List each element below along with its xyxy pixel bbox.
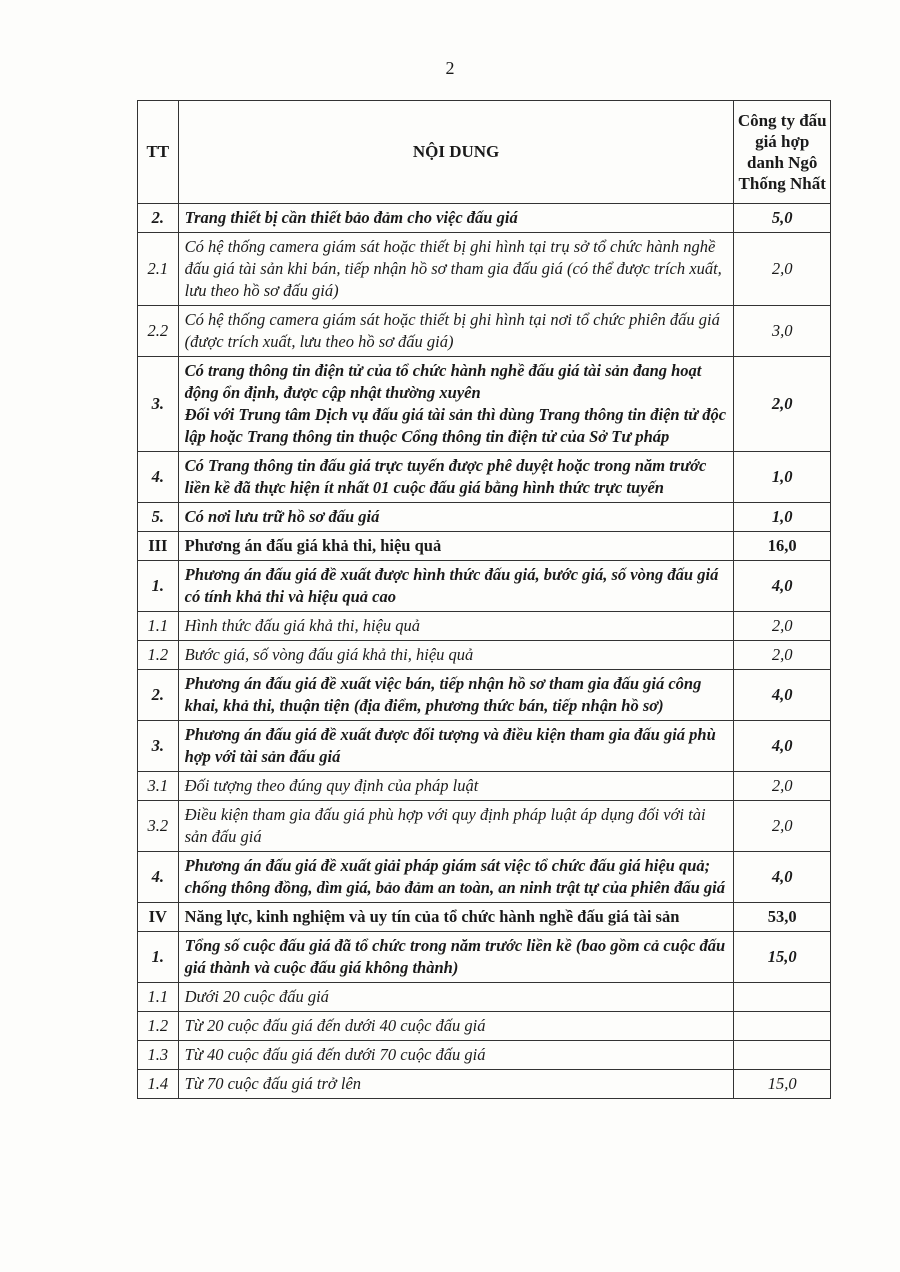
table-row <box>138 612 831 641</box>
row-content <box>178 1041 734 1070</box>
row-score: 4,0 <box>734 721 831 772</box>
row-content-text: Phương án đấu giá khả thi, hiệu quả <box>184 536 442 555</box>
row-score: 2,0 <box>734 612 831 641</box>
row-content-text: Phương án đấu giá đề xuất giải pháp giám sát việc tổ chức đấu giá hiệu quả; chống thông đồng, dìm giá, bảo đảm an toàn, an ninh trật tự của phiên đấu giá <box>184 856 725 897</box>
row-score: 4,0 <box>734 852 831 903</box>
row-number: IV <box>138 903 179 932</box>
row-score: 53,0 <box>734 903 831 932</box>
row-content <box>178 852 734 903</box>
row-number: 5. <box>138 503 179 532</box>
table-row <box>138 772 831 801</box>
row-score: 15,0 <box>734 1070 831 1099</box>
header-score: Công ty đấu giá hợp danh Ngô Thống Nhất <box>734 101 831 204</box>
row-score: 1,0 <box>734 503 831 532</box>
row-number: 3.1 <box>138 772 179 801</box>
row-score: 4,0 <box>734 561 831 612</box>
row-content-text: Phương án đấu giá đề xuất được hình thức đấu giá, bước giá, số vòng đấu giá có tính khả thi và hiệu quả cao <box>184 565 719 606</box>
row-content-text: Hình thức đấu giá khả thi, hiệu quả <box>184 616 421 635</box>
table-row <box>138 932 831 983</box>
table-row <box>138 983 831 1012</box>
row-content <box>178 561 734 612</box>
row-score: 2,0 <box>734 641 831 670</box>
scoring-table <box>137 100 831 1099</box>
row-content-text: Bước giá, số vòng đấu giá khả thi, hiệu quả <box>184 645 474 664</box>
table-row <box>138 306 831 357</box>
row-content <box>178 932 734 983</box>
table-row <box>138 641 831 670</box>
table-header-row <box>138 101 831 204</box>
page-number: 2 <box>445 58 455 78</box>
row-number: 1.1 <box>138 983 179 1012</box>
row-content-text: Điều kiện tham gia đấu giá phù hợp với quy định pháp luật áp dụng đối với tài sản đấu giá <box>184 805 706 846</box>
row-content-text: Phương án đấu giá đề xuất được đối tượng và điều kiện tham gia đấu giá phù hợp với tài sản đấu giá <box>184 725 716 766</box>
row-content <box>178 233 734 306</box>
row-content-text: Dưới 20 cuộc đấu giá <box>184 987 329 1006</box>
table-row <box>138 852 831 903</box>
row-content <box>178 670 734 721</box>
row-number: 2.2 <box>138 306 179 357</box>
table-row <box>138 1041 831 1070</box>
row-content-text: Đối tượng theo đúng quy định của pháp luật <box>184 776 479 795</box>
row-content <box>178 503 734 532</box>
row-content <box>178 721 734 772</box>
row-number: 1.2 <box>138 641 179 670</box>
row-content-text: Trang thiết bị cần thiết bảo đảm cho việc đấu giá <box>184 208 518 227</box>
row-content-text: Có nơi lưu trữ hồ sơ đấu giá <box>184 507 380 526</box>
row-content-text: Từ 40 cuộc đấu giá đến dưới 70 cuộc đấu giá <box>184 1045 486 1064</box>
row-score <box>734 983 831 1012</box>
row-content <box>178 801 734 852</box>
row-number: 1. <box>138 932 179 983</box>
table-row <box>138 1012 831 1041</box>
table-row <box>138 503 831 532</box>
row-score: 4,0 <box>734 670 831 721</box>
row-number: 4. <box>138 852 179 903</box>
row-content <box>178 306 734 357</box>
row-score: 5,0 <box>734 204 831 233</box>
row-number: 2. <box>138 204 179 233</box>
row-score: 2,0 <box>734 357 831 452</box>
row-number: 1.2 <box>138 1012 179 1041</box>
table-body <box>138 204 831 1099</box>
table-row <box>138 532 831 561</box>
row-number: 4. <box>138 452 179 503</box>
row-number: 1.1 <box>138 612 179 641</box>
row-content-text: Từ 70 cuộc đấu giá trở lên <box>184 1074 362 1093</box>
row-score: 15,0 <box>734 932 831 983</box>
table-row <box>138 903 831 932</box>
row-content-text: Phương án đấu giá đề xuất việc bán, tiếp nhận hồ sơ tham gia đấu giá công khai, khả thi, thuận tiện (địa điểm, phương thức bán, tiếp nhận hồ sơ) <box>184 674 702 715</box>
row-number: 3. <box>138 357 179 452</box>
row-content <box>178 903 734 932</box>
row-score: 2,0 <box>734 801 831 852</box>
row-number: 1. <box>138 561 179 612</box>
row-content-note: Đối với Trung tâm Dịch vụ đấu giá tài sản thì dùng Trang thông tin điện tử độc lập hoặc Trang thông tin thuộc Cổng thông tin điện tử của Sở Tư pháp <box>184 405 727 446</box>
row-content <box>178 452 734 503</box>
row-number: III <box>138 532 179 561</box>
table-row <box>138 233 831 306</box>
table-row <box>138 1070 831 1099</box>
row-score: 2,0 <box>734 772 831 801</box>
table-row <box>138 561 831 612</box>
row-score: 16,0 <box>734 532 831 561</box>
row-number: 1.4 <box>138 1070 179 1099</box>
row-content-text: Có trang thông tin điện tử của tổ chức hành nghề đấu giá tài sản đang hoạt động ổn định, được cập nhật thường xuyên <box>184 361 702 402</box>
header-content: NỘI DUNG <box>178 101 734 204</box>
row-content <box>178 772 734 801</box>
row-content <box>178 1012 734 1041</box>
row-number: 1.3 <box>138 1041 179 1070</box>
row-content <box>178 641 734 670</box>
row-number: 2.1 <box>138 233 179 306</box>
row-content <box>178 532 734 561</box>
row-content <box>178 1070 734 1099</box>
row-content-text: Tổng số cuộc đấu giá đã tổ chức trong năm trước liền kề (bao gồm cả cuộc đấu giá thành và cuộc đấu giá không thành) <box>184 936 726 977</box>
row-score <box>734 1012 831 1041</box>
row-score: 3,0 <box>734 306 831 357</box>
table-row <box>138 670 831 721</box>
row-number: 2. <box>138 670 179 721</box>
table-row <box>138 204 831 233</box>
table-row <box>138 452 831 503</box>
row-content <box>178 357 734 452</box>
row-content-text: Có Trang thông tin đấu giá trực tuyến được phê duyệt hoặc trong năm trước liền kề đã thực hiện ít nhất 01 cuộc đấu giá bằng hình thức trực tuyến <box>184 456 707 497</box>
row-score <box>734 1041 831 1070</box>
row-number: 3.2 <box>138 801 179 852</box>
row-number: 3. <box>138 721 179 772</box>
row-score: 1,0 <box>734 452 831 503</box>
row-content-text: Có hệ thống camera giám sát hoặc thiết bị ghi hình tại nơi tổ chức phiên đấu giá (được trích xuất, lưu theo hồ sơ đấu giá) <box>184 310 720 351</box>
row-score: 2,0 <box>734 233 831 306</box>
row-content-text: Từ 20 cuộc đấu giá đến dưới 40 cuộc đấu giá <box>184 1016 486 1035</box>
row-content-text: Năng lực, kinh nghiệm và uy tín của tổ chức hành nghề đấu giá tài sản <box>184 907 680 926</box>
table-row <box>138 357 831 452</box>
table-row <box>138 721 831 772</box>
table-row <box>138 801 831 852</box>
row-content-text: Có hệ thống camera giám sát hoặc thiết bị ghi hình tại trụ sở tổ chức hành nghề đấu giá tài sản khi bán, tiếp nhận hồ sơ tham gia đấu giá (có thể được trích xuất, lưu theo hồ sơ đấu giá) <box>184 237 722 300</box>
row-content <box>178 983 734 1012</box>
row-content <box>178 204 734 233</box>
header-tt: TT <box>138 101 179 204</box>
row-content <box>178 612 734 641</box>
